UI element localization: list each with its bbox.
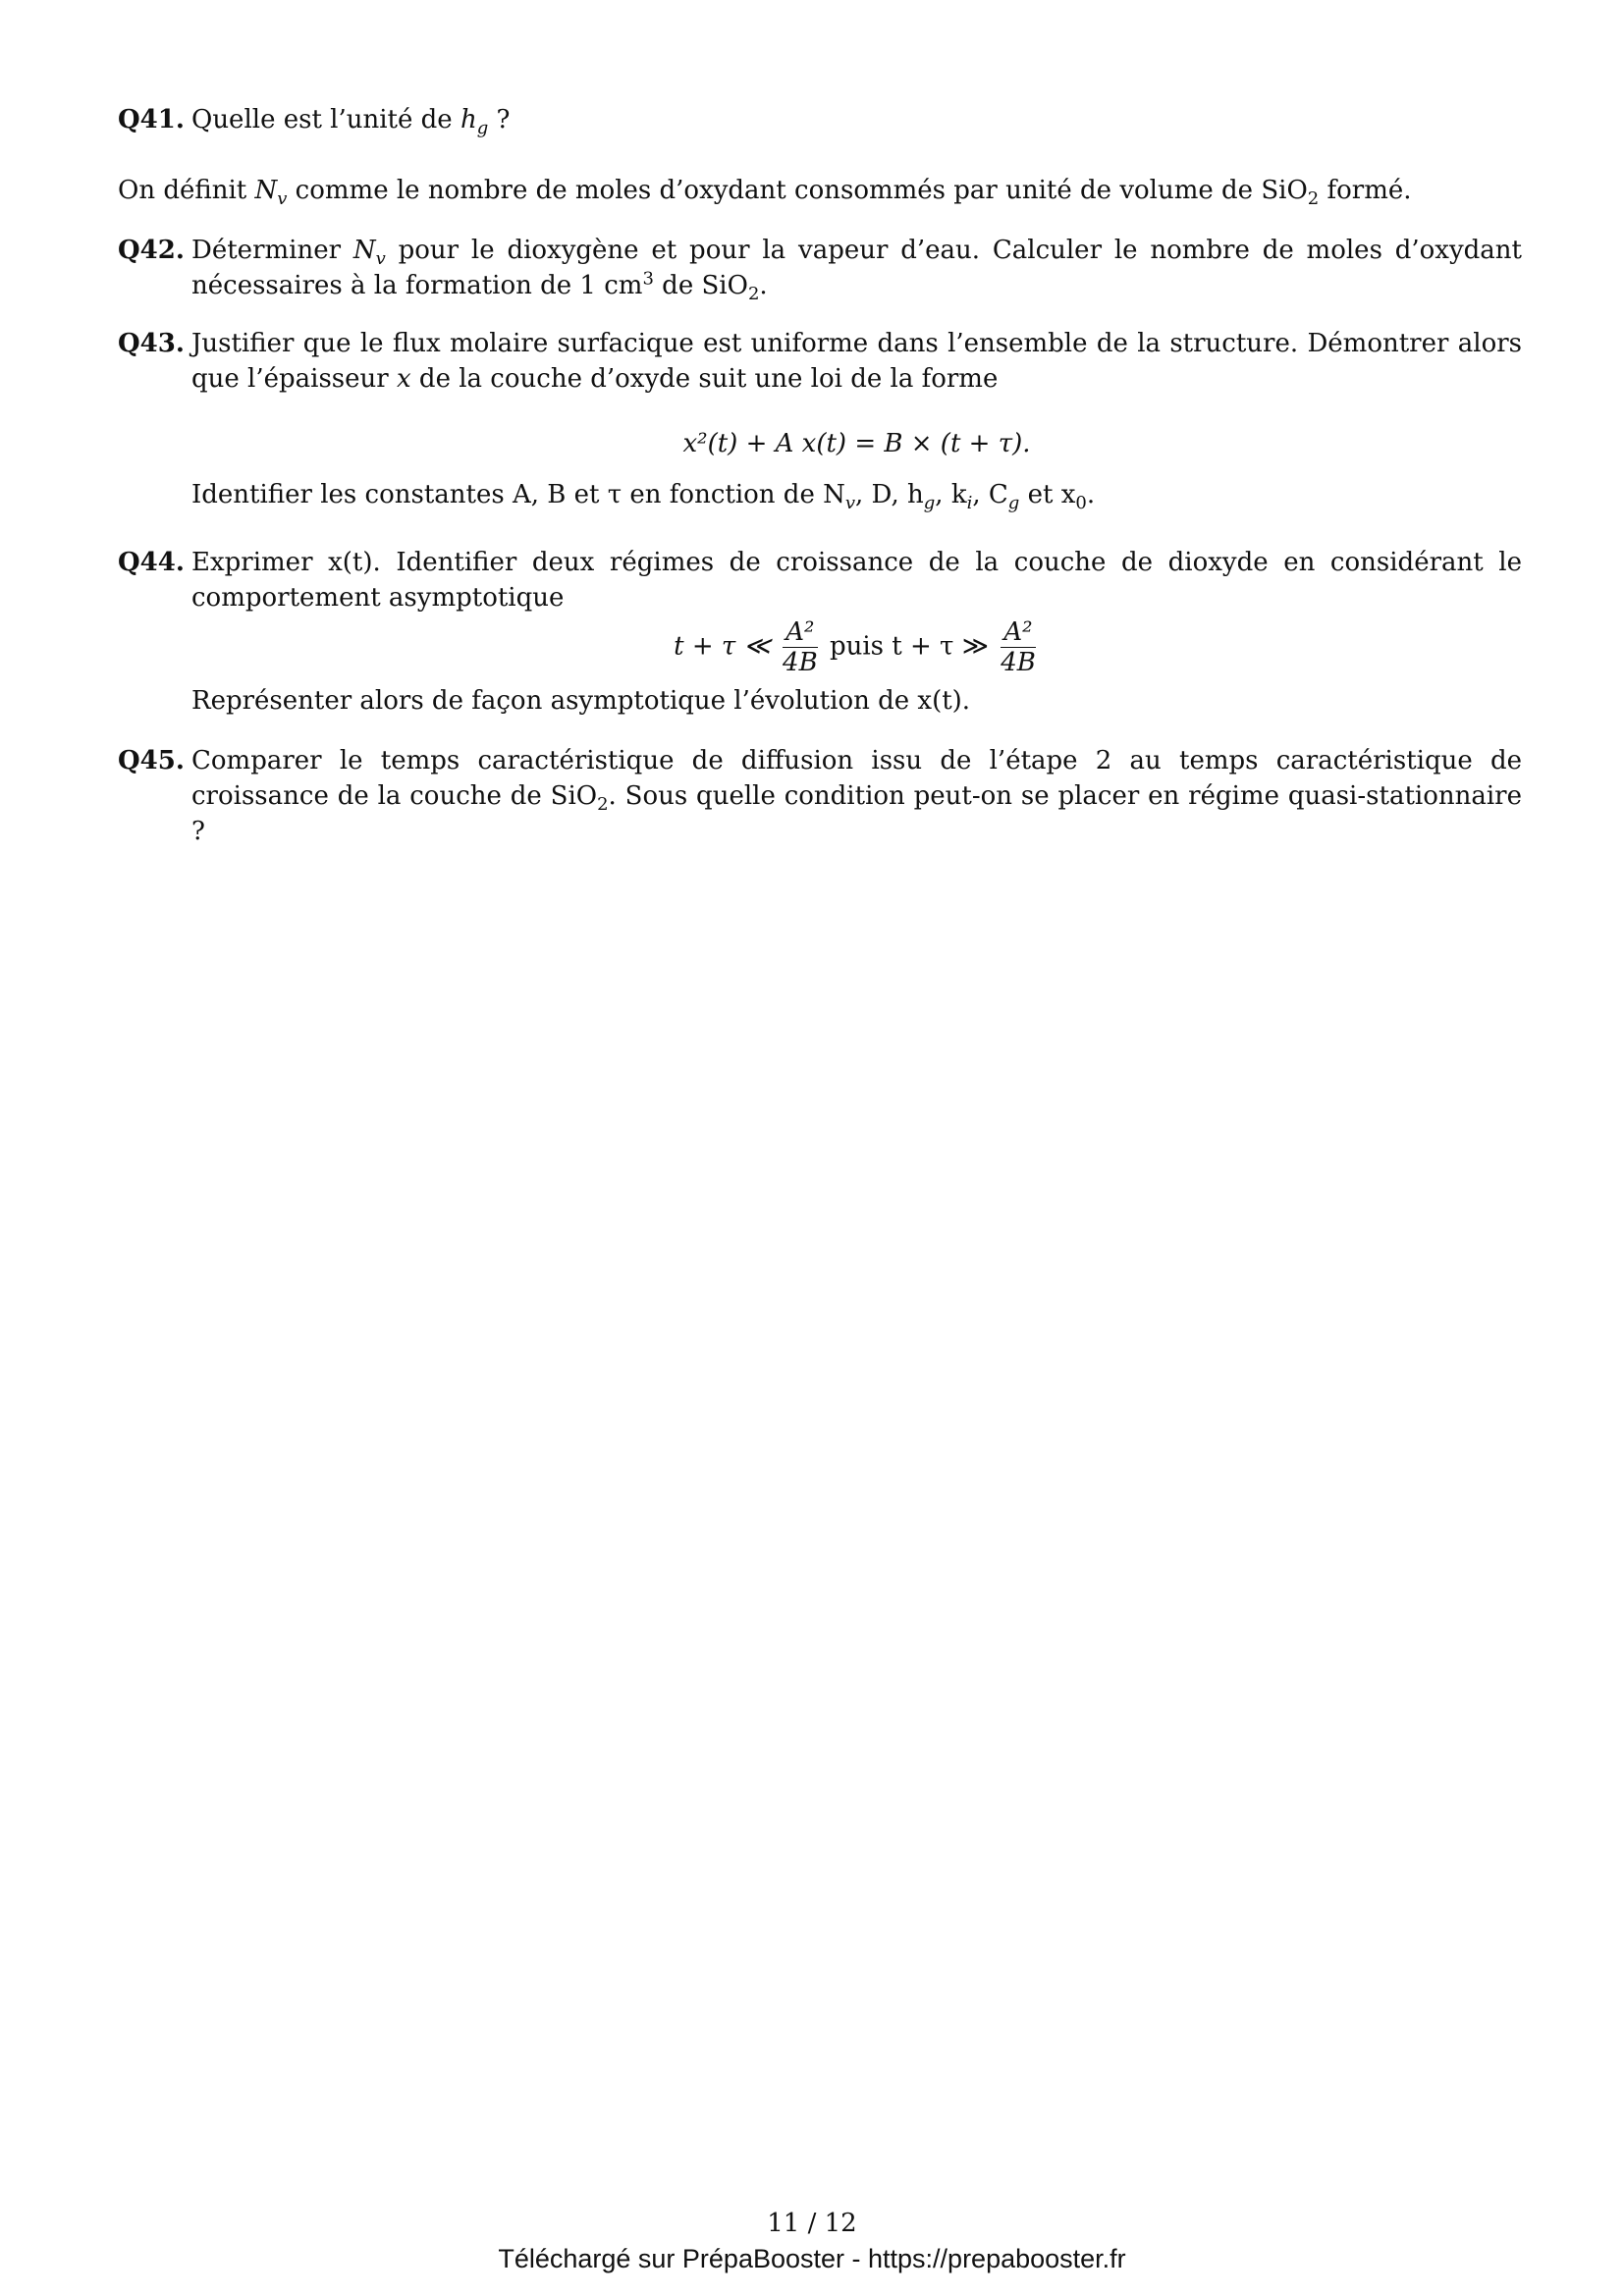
question-41 [118, 102, 1522, 137]
text-segment: et x [1019, 480, 1076, 509]
text-segment: formé. [1319, 176, 1412, 205]
unit-exponent: 3 [642, 268, 654, 290]
math-variable: h [460, 105, 477, 134]
math-subscript: g [476, 118, 489, 139]
question-text [191, 233, 1522, 303]
page-number: 11 / 12 [767, 2209, 857, 2238]
text-segment: Comparer le temps caractéristique de diffusion issu de l’étape 2 au temps caractéristique de croissance de la couche de SiO [191, 746, 1522, 811]
question-number: Q42. [118, 236, 185, 265]
fraction-numerator: A² [1001, 617, 1036, 648]
condition-middle: puis t + τ ≫ [829, 631, 989, 662]
represent-line: Représenter alors de façon asymptotique l’évolution de x(t). [191, 686, 971, 716]
math-variable: x [396, 364, 411, 394]
math-subscript: v [277, 188, 288, 210]
math-subscript: i [966, 493, 973, 514]
chem-subscript: 2 [747, 284, 760, 305]
math-subscript: 0 [1075, 493, 1087, 514]
text-segment: . [759, 271, 768, 300]
text-segment: , C [972, 480, 1008, 509]
question-43 [118, 326, 1522, 512]
question-44 [118, 545, 1522, 719]
fraction [783, 617, 818, 677]
text-segment: Identifier les constantes A, B et τ en fonction de N [191, 480, 845, 509]
fraction [1001, 617, 1036, 677]
math-subscript: v [375, 248, 386, 270]
question-text: Exprimer x(t). Identifier deux régimes de croissance de la couche de dioxyde en considérant le comportement asymptotique [191, 548, 1522, 613]
math-variable: N [352, 236, 376, 265]
text-segment: ? [488, 105, 511, 134]
chem-subscript: 2 [1307, 188, 1320, 210]
text-segment: Justifier que le flux molaire surfacique est uniforme dans l’ensemble de la structure. Démontrer alors que l’épaisseur [191, 329, 1522, 394]
text-segment: de SiO [653, 271, 748, 300]
math-subscript: v [844, 493, 856, 514]
text-segment: On définit [118, 176, 255, 205]
question-text [191, 102, 1522, 137]
question-number: Q41. [118, 105, 185, 134]
condition-left: t + τ ≪ [674, 631, 771, 662]
text-segment: Quelle est l’unité de [191, 105, 460, 134]
text-segment: pour le dioxygène et pour la vapeur d’eau. Calculer le nombre de moles d’oxydant nécessaires à la formation de 1 cm [191, 236, 1522, 300]
fraction-numerator: A² [783, 617, 818, 648]
question-text [191, 326, 1522, 397]
question-text [191, 743, 1522, 849]
question-45 [118, 743, 1522, 849]
fraction-denominator: 4B [1001, 648, 1036, 677]
text-segment: . [1086, 480, 1096, 509]
text-segment: comme le nombre de moles d’oxydant consommés par unité de volume de SiO [287, 176, 1308, 205]
question-number: Q45. [118, 746, 185, 775]
text-segment: , k [935, 480, 967, 509]
question-number: Q43. [118, 329, 185, 358]
definition-paragraph [118, 173, 1522, 208]
math-subscript: g [1007, 493, 1020, 514]
text-segment: . Sous quelle condition peut-on se placer en régime quasi-stationnaire ? [191, 781, 1522, 846]
asymptotic-conditions [191, 617, 1522, 677]
chem-subscript: 2 [597, 794, 609, 816]
math-subscript: g [923, 493, 936, 514]
math-variable: N [254, 176, 278, 205]
text-segment: de la couche d’oxyde suit une loi de la forme [410, 364, 999, 394]
text-segment: Déterminer [191, 236, 353, 265]
text-segment: , D, h [855, 480, 924, 509]
download-footer: Téléchargé sur PrépaBooster - https://prepabooster.fr [498, 2244, 1126, 2273]
question-number: Q44. [118, 548, 185, 577]
question-42 [118, 233, 1522, 303]
identify-line [191, 477, 1522, 512]
fraction-denominator: 4B [783, 648, 818, 677]
equation: x²(t) + A x(t) = B × (t + τ). [682, 429, 1031, 458]
